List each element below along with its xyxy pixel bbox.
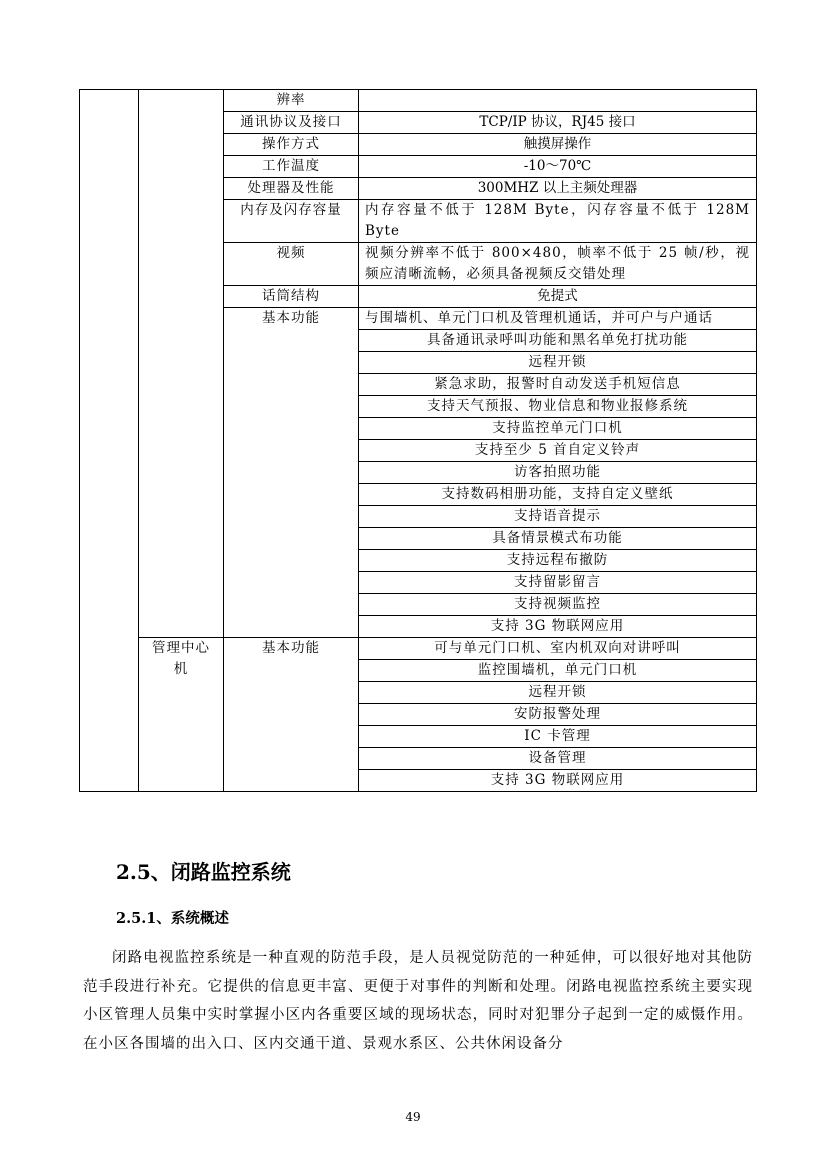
param-label: 话筒结构 bbox=[224, 286, 359, 308]
function-item: 支持 3G 物联网应用 bbox=[359, 616, 757, 638]
param-label: 视频 bbox=[224, 243, 359, 286]
management-device-label: 管理中心机 bbox=[139, 638, 224, 792]
page-number: 49 bbox=[405, 1110, 421, 1124]
param-value bbox=[359, 90, 757, 112]
param-label: 辨率 bbox=[224, 90, 359, 112]
function-item: 具备通讯录呼叫功能和黑名单免打扰功能 bbox=[359, 330, 757, 352]
function-item: 支持远程布撤防 bbox=[359, 550, 757, 572]
param-label: 工作温度 bbox=[224, 156, 359, 178]
param-value: -10～70℃ bbox=[359, 156, 757, 178]
param-label: 通讯协议及接口 bbox=[224, 112, 359, 134]
function-item: 支持监控单元门口机 bbox=[359, 418, 757, 440]
table-row bbox=[80, 90, 757, 112]
body-paragraph: 闭路电视监控系统是一种直观的防范手段，是人员视觉防范的一种延伸，可以很好地对其他防范手段进行补充。它提供的信息更丰富、更便于对事件的判断和处理。闭路电视监控系统主要实现小区管理人员集中实时掌握小区内各重要区域的现场状态，同时对犯罪分子起到一定的威慑作用。在小区各围墙的出入口、区内交通干道、景观水系区、公共休闲设备分 bbox=[83, 950, 753, 1052]
function-item: 远程开锁 bbox=[359, 682, 757, 704]
function-item: 支持留影留言 bbox=[359, 572, 757, 594]
function-item: 紧急求助，报警时自动发送手机短信息 bbox=[359, 374, 757, 396]
function-item: IC 卡管理 bbox=[359, 726, 757, 748]
section-heading: 2.5、闭路监控系统 bbox=[116, 860, 291, 884]
param-value: 内存容量不低于 128M Byte，闪存容量不低于 128M Byte bbox=[359, 200, 757, 243]
subsection-heading: 2.5.1、系统概述 bbox=[116, 910, 229, 927]
function-item: 支持 3G 物联网应用 bbox=[359, 770, 757, 792]
param-label: 操作方式 bbox=[224, 134, 359, 156]
function-item: 设备管理 bbox=[359, 748, 757, 770]
function-label: 基本功能 bbox=[224, 308, 359, 638]
function-item: 支持数码相册功能，支持自定义壁纸 bbox=[359, 484, 757, 506]
param-value: 触摸屏操作 bbox=[359, 134, 757, 156]
function-item: 可与单元门口机、室内机双向对讲呼叫 bbox=[359, 638, 757, 660]
function-item: 具备情景模式布功能 bbox=[359, 528, 757, 550]
function-item: 与围墙机、单元门口机及管理机通话，并可户与户通话 bbox=[359, 308, 757, 330]
param-label: 处理器及性能 bbox=[224, 178, 359, 200]
function-item: 监控围墙机，单元门口机 bbox=[359, 660, 757, 682]
param-value: 免提式 bbox=[359, 286, 757, 308]
category-cell bbox=[80, 90, 139, 792]
device-cell bbox=[139, 90, 224, 638]
param-label: 内存及闪存容量 bbox=[224, 200, 359, 243]
param-value: 视频分辨率不低于 800×480，帧率不低于 25 帧/秒，视频应清晰流畅，必须具备视频反交错处理 bbox=[359, 243, 757, 286]
spec-table bbox=[79, 89, 757, 792]
function-item: 访客拍照功能 bbox=[359, 462, 757, 484]
function-item: 支持视频监控 bbox=[359, 594, 757, 616]
table-row bbox=[80, 638, 757, 660]
param-value: TCP/IP 协议，RJ45 接口 bbox=[359, 112, 757, 134]
param-value: 300MHZ 以上主频处理器 bbox=[359, 178, 757, 200]
function-item: 远程开锁 bbox=[359, 352, 757, 374]
function-item: 支持语音提示 bbox=[359, 506, 757, 528]
function-label: 基本功能 bbox=[224, 638, 359, 792]
function-item: 支持天气预报、物业信息和物业报修系统 bbox=[359, 396, 757, 418]
function-item: 安防报警处理 bbox=[359, 704, 757, 726]
function-item: 支持至少 5 首自定义铃声 bbox=[359, 440, 757, 462]
